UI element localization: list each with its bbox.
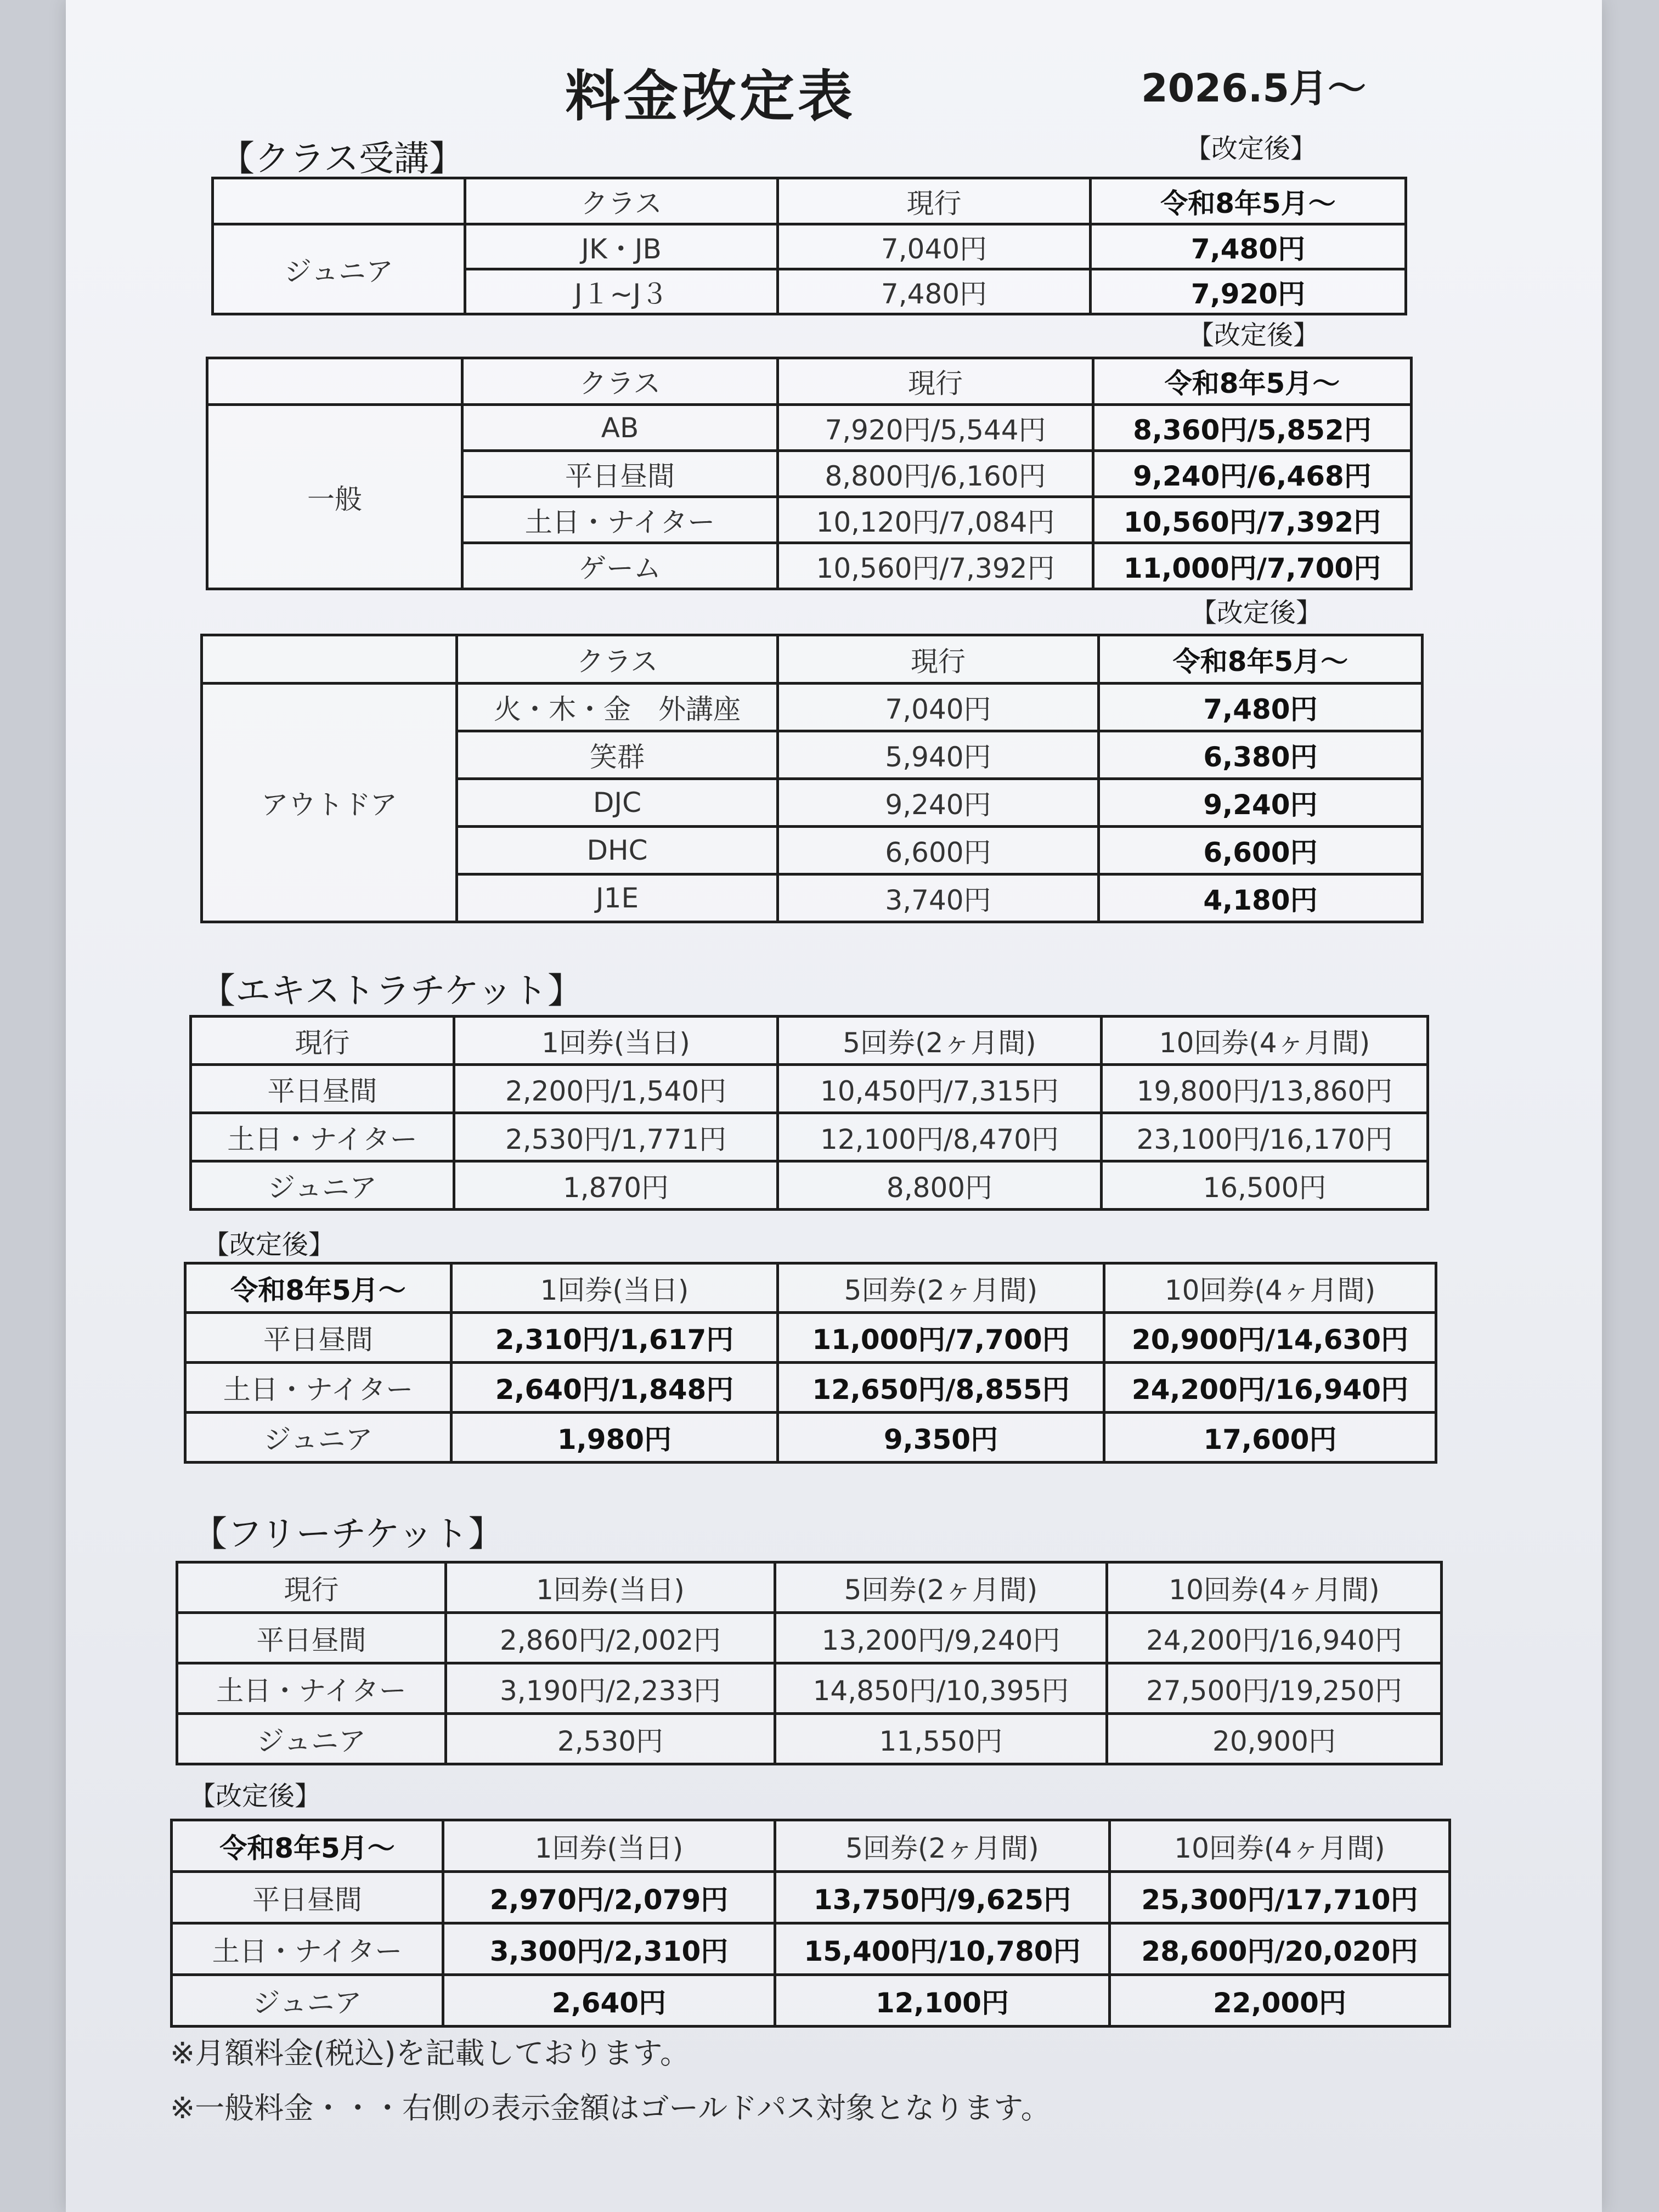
price-cell: 2,200円/1,540円	[454, 1065, 778, 1113]
row-label: ジュニア	[185, 1413, 452, 1463]
current-price: 7,040円	[778, 684, 1099, 731]
revised-price: 8,360円/5,852円	[1093, 405, 1412, 451]
row-label: ジュニア	[191, 1161, 454, 1210]
price-cell: 23,100円/16,170円	[1102, 1113, 1428, 1161]
revised-price: 10,560円/7,392円	[1093, 497, 1412, 543]
row-label: 土日・ナイター	[177, 1663, 446, 1714]
header-blank	[213, 178, 465, 224]
current-price: 5,940円	[778, 731, 1099, 779]
header-class: クラス	[462, 358, 778, 405]
current-price: 9,240円	[778, 779, 1099, 827]
revised-price: 4,180円	[1099, 874, 1423, 922]
row-label: ジュニア	[172, 1975, 443, 2027]
price-cell: 25,300円/17,710円	[1110, 1872, 1450, 1923]
header-label: 現行	[191, 1017, 454, 1065]
price-cell: 17,600円	[1104, 1413, 1436, 1463]
price-cell: 3,300円/2,310円	[443, 1923, 775, 1975]
price-cell: 2,860円/2,002円	[446, 1613, 775, 1663]
revised-label-general: 【改定後】	[1188, 320, 1320, 351]
price-cell: 2,310円/1,617円	[452, 1313, 778, 1363]
revised-price: 6,380円	[1099, 731, 1423, 779]
class-name: 笑群	[457, 731, 778, 779]
price-cell: 11,000円/7,700円	[778, 1313, 1104, 1363]
class-name: J1E	[457, 874, 778, 922]
page-title: 料金改定表	[565, 64, 856, 128]
price-cell: 27,500円/19,250円	[1107, 1663, 1442, 1714]
row-label: 平日昼間	[177, 1613, 446, 1663]
price-cell: 24,200円/16,940円	[1107, 1613, 1442, 1663]
revised-price: 7,480円	[1091, 224, 1406, 269]
header-current: 現行	[778, 635, 1099, 684]
extra-revised-table	[184, 1262, 1437, 1464]
price-cell: 19,800円/13,860円	[1102, 1065, 1428, 1113]
header-10-ticket: 10回券(4ヶ月間)	[1107, 1562, 1442, 1613]
class-name: AB	[462, 405, 778, 451]
header-revised: 令和8年5月～	[1099, 635, 1423, 684]
row-label: 土日・ナイター	[185, 1363, 452, 1413]
header-current: 現行	[778, 178, 1091, 224]
class-name: J１~J３	[465, 269, 778, 314]
price-cell: 1,980円	[452, 1413, 778, 1463]
current-price: 3,740円	[778, 874, 1099, 922]
class-name: DJC	[457, 779, 778, 827]
price-cell: 10,450円/7,315円	[778, 1065, 1102, 1113]
price-cell: 24,200円/16,940円	[1104, 1363, 1436, 1413]
current-price: 7,920円/5,544円	[778, 405, 1093, 451]
header-5-ticket: 5回券(2ヶ月間)	[778, 1263, 1104, 1313]
section-title-class: 【クラス受講】	[219, 139, 465, 179]
current-price: 10,120円/7,084円	[778, 497, 1093, 543]
header-label: 令和8年5月～	[172, 1820, 443, 1872]
price-cell: 12,100円	[775, 1975, 1110, 2027]
price-cell: 2,530円	[446, 1714, 775, 1764]
note-tax-included: ※月額料金(税込)を記載しております。	[170, 2036, 690, 2070]
price-cell: 12,100円/8,470円	[778, 1113, 1102, 1161]
header-blank	[202, 635, 457, 684]
price-cell: 14,850円/10,395円	[775, 1663, 1107, 1714]
effective-date: 2026.5月～	[1141, 66, 1367, 111]
header-10-ticket: 10回券(4ヶ月間)	[1102, 1017, 1428, 1065]
current-price: 10,560円/7,392円	[778, 543, 1093, 589]
header-1-ticket: 1回券(当日)	[446, 1562, 775, 1613]
header-1-ticket: 1回券(当日)	[443, 1820, 775, 1872]
revised-price: 6,600円	[1099, 827, 1423, 874]
row-label: 平日昼間	[172, 1872, 443, 1923]
price-cell: 13,750円/9,625円	[775, 1872, 1110, 1923]
revised-price: 9,240円	[1099, 779, 1423, 827]
header-label: 令和8年5月～	[185, 1263, 452, 1313]
price-cell: 11,550円	[775, 1714, 1107, 1764]
class-name: 火・木・金 外講座	[457, 684, 778, 731]
header-5-ticket: 5回券(2ヶ月間)	[778, 1017, 1102, 1065]
header-revised: 令和8年5月～	[1093, 358, 1412, 405]
price-cell: 2,640円/1,848円	[452, 1363, 778, 1413]
section-title-free: 【フリーチケット】	[192, 1514, 504, 1555]
price-cell: 16,500円	[1102, 1161, 1428, 1210]
row-label: 土日・ナイター	[172, 1923, 443, 1975]
class-name: ゲーム	[462, 543, 778, 589]
price-cell: 12,650円/8,855円	[778, 1363, 1104, 1413]
current-price: 7,040円	[778, 224, 1091, 269]
revised-price: 7,920円	[1091, 269, 1406, 314]
header-blank	[207, 358, 462, 405]
header-10-ticket: 10回券(4ヶ月間)	[1110, 1820, 1450, 1872]
revised-label-extra: 【改定後】	[203, 1229, 335, 1260]
header-1-ticket: 1回券(当日)	[452, 1263, 778, 1313]
junior-class-table	[211, 177, 1407, 315]
price-cell: 13,200円/9,240円	[775, 1613, 1107, 1663]
row-label: 平日昼間	[185, 1313, 452, 1363]
revised-label-junior: 【改定後】	[1185, 133, 1317, 164]
class-name: 平日昼間	[462, 451, 778, 497]
price-cell: 20,900円/14,630円	[1104, 1313, 1436, 1363]
header-class: クラス	[457, 635, 778, 684]
price-cell: 2,970円/2,079円	[443, 1872, 775, 1923]
current-price: 6,600円	[778, 827, 1099, 874]
revised-label-outdoor: 【改定後】	[1190, 597, 1323, 628]
header-class: クラス	[465, 178, 778, 224]
class-name: DHC	[457, 827, 778, 874]
price-cell: 1,870円	[454, 1161, 778, 1210]
revised-price: 9,240円/6,468円	[1093, 451, 1412, 497]
header-10-ticket: 10回券(4ヶ月間)	[1104, 1263, 1436, 1313]
row-label: ジュニア	[177, 1714, 446, 1764]
header-label: 現行	[177, 1562, 446, 1613]
group-general: 一般	[207, 405, 462, 589]
current-price: 7,480円	[778, 269, 1091, 314]
general-class-table	[206, 357, 1413, 590]
price-cell: 2,640円	[443, 1975, 775, 2027]
row-label: 平日昼間	[191, 1065, 454, 1113]
price-cell: 2,530円/1,771円	[454, 1113, 778, 1161]
header-1-ticket: 1回券(当日)	[454, 1017, 778, 1065]
price-cell: 28,600円/20,020円	[1110, 1923, 1450, 1975]
class-name: JK・JB	[465, 224, 778, 269]
note-gold-pass: ※一般料金・・・右側の表示金額はゴールドパス対象となります。	[170, 2091, 1051, 2125]
row-label: 土日・ナイター	[191, 1113, 454, 1161]
price-cell: 8,800円	[778, 1161, 1102, 1210]
outdoor-class-table	[200, 634, 1424, 923]
price-cell: 15,400円/10,780円	[775, 1923, 1110, 1975]
section-title-extra: 【エキストラチケット】	[200, 971, 583, 1012]
header-revised: 令和8年5月～	[1091, 178, 1406, 224]
revised-label-free: 【改定後】	[189, 1781, 321, 1812]
header-5-ticket: 5回券(2ヶ月間)	[775, 1562, 1107, 1613]
group-junior: ジュニア	[213, 224, 465, 314]
class-name: 土日・ナイター	[462, 497, 778, 543]
header-current: 現行	[778, 358, 1093, 405]
revised-price: 11,000円/7,700円	[1093, 543, 1412, 589]
free-current-table	[176, 1561, 1443, 1765]
price-cell: 3,190円/2,233円	[446, 1663, 775, 1714]
free-revised-table	[170, 1819, 1451, 2028]
current-price: 8,800円/6,160円	[778, 451, 1093, 497]
price-cell: 9,350円	[778, 1413, 1104, 1463]
revised-price: 7,480円	[1099, 684, 1423, 731]
extra-current-table	[189, 1015, 1429, 1211]
price-cell: 20,900円	[1107, 1714, 1442, 1764]
price-cell: 22,000円	[1110, 1975, 1450, 2027]
group-outdoor: アウトドア	[202, 684, 457, 922]
header-5-ticket: 5回券(2ヶ月間)	[775, 1820, 1110, 1872]
